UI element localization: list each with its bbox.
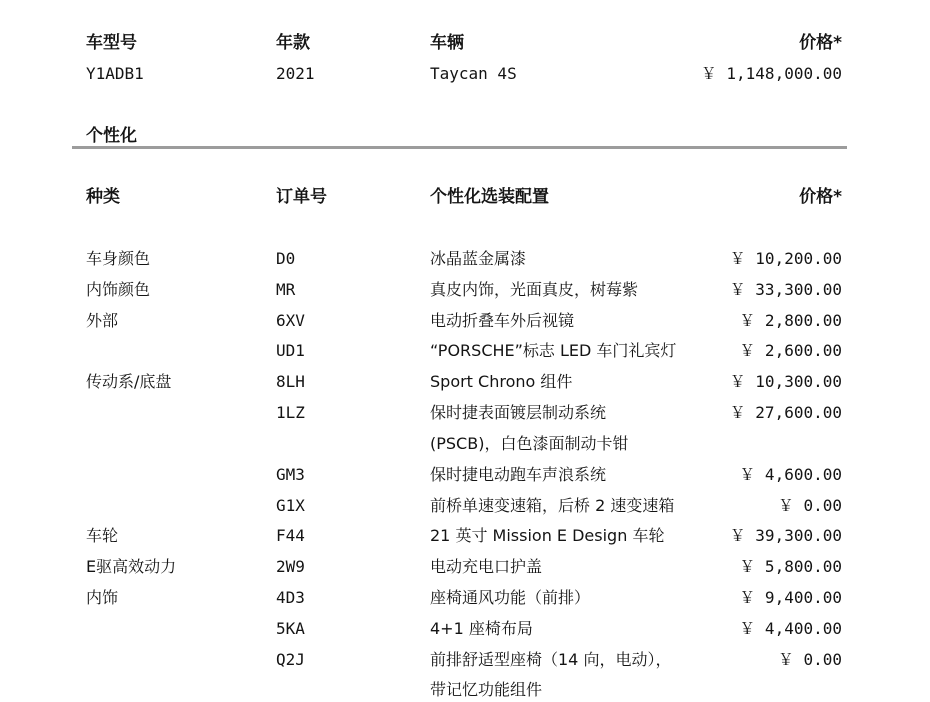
- row-option: 电动充电口护盖: [430, 557, 543, 576]
- vehicle-values-row: [0, 62, 930, 86]
- row-option: 真皮内饰，光面真皮，树莓紫: [430, 280, 639, 299]
- row-option: 冰晶蓝金属漆: [430, 249, 527, 268]
- row-option: 电动折叠车外后视镜: [430, 311, 575, 330]
- price-header: 价格*: [799, 33, 842, 53]
- option-header: 个性化选装配置: [430, 187, 549, 207]
- table-row: [0, 401, 930, 425]
- section-title: 个性化: [86, 126, 137, 146]
- row-option: 4+1 座椅布局: [430, 619, 533, 638]
- table-row: [0, 339, 930, 363]
- row-code: Q2J: [276, 650, 305, 669]
- options-header-row: [0, 185, 930, 209]
- row-category: 传动系/底盘: [86, 372, 172, 391]
- row-price: ￥ 10,200.00: [729, 249, 842, 268]
- row-price: ￥ 27,600.00: [729, 403, 842, 422]
- row-category: 车轮: [86, 526, 119, 545]
- row-category: 车身颜色: [86, 249, 151, 268]
- table-row: [0, 247, 930, 271]
- row-category: 内饰颜色: [86, 280, 151, 299]
- row-option: 前桥单速变速箱，后桥 2 速变速箱: [430, 496, 675, 515]
- row-option: 保时捷电动跑车声浪系统: [430, 465, 607, 484]
- model-code-value: Y1ADB1: [86, 64, 144, 83]
- row-price: ￥ 39,300.00: [729, 526, 842, 545]
- row-price: ￥ 33,300.00: [729, 280, 842, 299]
- vehicle-price-value: ￥ 1,148,000.00: [700, 64, 842, 83]
- row-price: ￥ 0.00: [777, 496, 842, 515]
- row-price: ￥ 4,400.00: [739, 619, 842, 638]
- row-price: ￥ 2,800.00: [739, 311, 842, 330]
- row-option: Sport Chrono 组件: [430, 372, 573, 391]
- row-price: ￥ 0.00: [777, 650, 842, 669]
- category-header: 种类: [86, 187, 120, 207]
- row-option: 21 英寸 Mission E Design 车轮: [430, 526, 665, 545]
- row-code: UD1: [276, 341, 305, 360]
- row-code: 1LZ: [276, 403, 305, 422]
- row-code: 6XV: [276, 311, 305, 330]
- row-price: ￥ 2,600.00: [739, 341, 842, 360]
- row-code: 2W9: [276, 557, 305, 576]
- row-code: GM3: [276, 465, 305, 484]
- row-option: “PORSCHE”标志 LED 车门礼宾灯: [430, 341, 677, 360]
- vehicle-value: Taycan 4S: [430, 64, 517, 83]
- row-category: E驱高效动力: [86, 557, 177, 576]
- row-code: 5KA: [276, 619, 305, 638]
- vehicle-header: 车辆: [430, 33, 464, 53]
- table-row-continuation: [0, 678, 930, 702]
- row-price: ￥ 4,600.00: [739, 465, 842, 484]
- row-option: 前排舒适型座椅（14 向，电动），: [430, 650, 672, 669]
- option-price-header: 价格*: [799, 187, 842, 207]
- row-code: G1X: [276, 496, 305, 515]
- row-price: ￥ 5,800.00: [739, 557, 842, 576]
- order-no-header: 订单号: [276, 187, 327, 207]
- row-option: 座椅通风功能（前排）: [430, 588, 591, 607]
- row-code: 8LH: [276, 372, 305, 391]
- table-row: [0, 494, 930, 518]
- row-option: (PSCB)，白色漆面制动卡钳: [430, 434, 629, 453]
- row-code: D0: [276, 249, 296, 268]
- vehicle-header-row: [0, 31, 930, 55]
- row-option: 保时捷表面镀层制动系统: [430, 403, 607, 422]
- row-code: 4D3: [276, 588, 305, 607]
- table-row: [0, 309, 930, 333]
- table-row: [0, 370, 930, 394]
- table-row: [0, 278, 930, 302]
- row-code: F44: [276, 526, 305, 545]
- row-code: MR: [276, 280, 296, 299]
- table-row: [0, 648, 930, 672]
- table-row: [0, 524, 930, 548]
- table-row: [0, 586, 930, 610]
- section-divider: [72, 146, 847, 149]
- row-price: ￥ 9,400.00: [739, 588, 842, 607]
- table-row-continuation: [0, 432, 930, 456]
- table-row: [0, 463, 930, 487]
- model-code-header: 车型号: [86, 33, 137, 53]
- row-option: 带记忆功能组件: [430, 680, 543, 699]
- year-value: 2021: [276, 64, 315, 83]
- year-header: 年款: [276, 33, 310, 53]
- table-row: [0, 555, 930, 579]
- row-category: 内饰: [86, 588, 119, 607]
- table-row: [0, 617, 930, 641]
- row-price: ￥ 10,300.00: [729, 372, 842, 391]
- row-category: 外部: [86, 311, 119, 330]
